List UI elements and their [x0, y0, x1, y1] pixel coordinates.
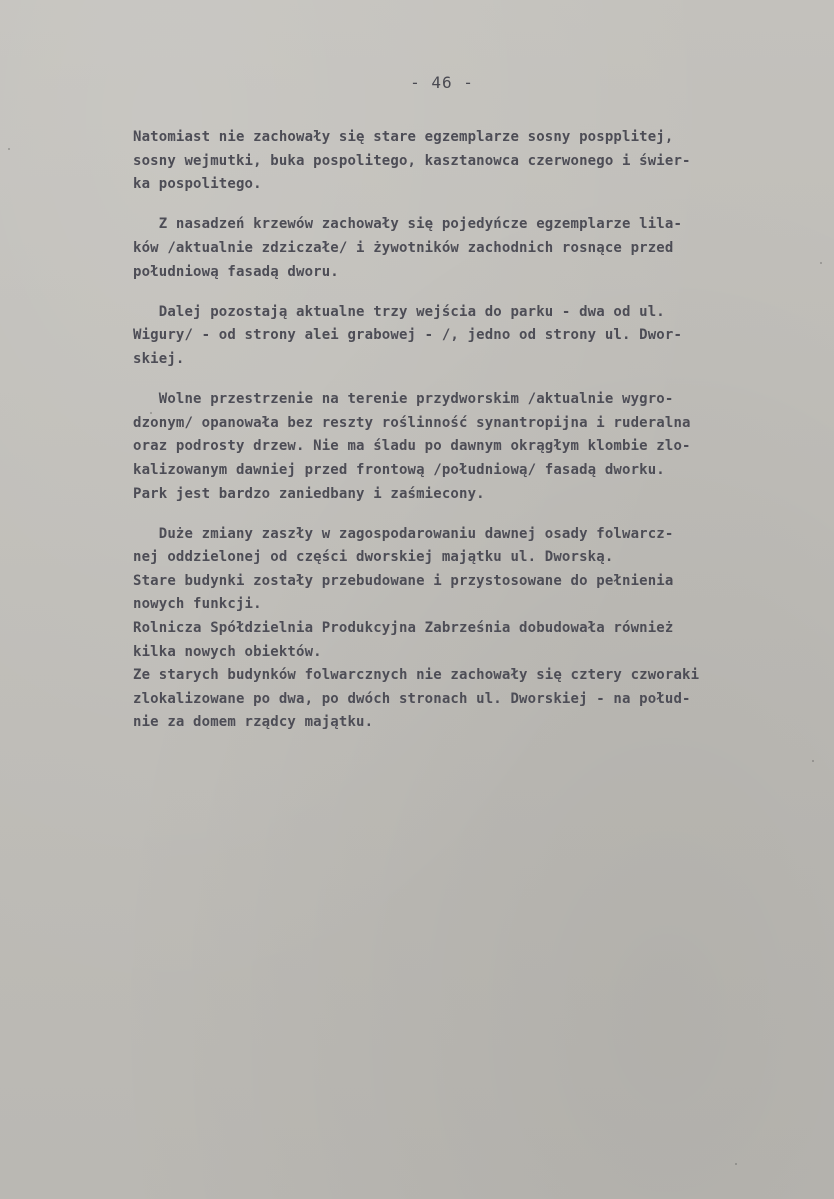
- text-line: nie za domem rządcy majątku.: [133, 714, 374, 731]
- paragraph: [133, 388, 823, 506]
- text-line: oraz podrosty drzew. Nie ma śladu po dawnym okrągłym klombie zlo-: [133, 438, 691, 455]
- paragraph: [133, 301, 823, 372]
- text-line: Stare budynki zostały przebudowane i przystosowane do pełnienia: [133, 572, 674, 589]
- text-line: zlokalizowane po dwa, po dwóch stronach ul. Dworskiej - na połud-: [133, 690, 691, 707]
- text-line: dzonym/ opanowała bez reszty roślinność synantropijna i ruderalna: [133, 414, 691, 431]
- text-line: Duże zmiany zaszły w zagospodarowaniu dawnej osady folwarcz-: [133, 525, 674, 542]
- text-line: Dalej pozostają aktualne trzy wejścia do parku - dwa od ul.: [133, 303, 665, 320]
- text-line: Wolne przestrzenie na terenie przydworskim /aktualnie wygro-: [133, 391, 674, 408]
- text-line: ków /aktualnie zdziczałe/ i żywotników zachodnich rosnące przed: [133, 239, 674, 256]
- text-line: Park jest bardzo zaniedbany i zaśmiecony.: [133, 485, 485, 502]
- text-line: kilka nowych obiektów.: [133, 643, 322, 660]
- paper-speck: [812, 760, 814, 762]
- text-line: Natomiast nie zachowały się stare egzemplarze sosny pospplitej,: [133, 129, 674, 145]
- text-line: nej oddzielonej od części dworskiej majątku ul. Dworską.: [133, 549, 614, 566]
- text-line: Rolnicza Spółdzielnia Produkcyjna Zabrześnia dobudowała również: [133, 620, 674, 637]
- text-line: kalizowanym dawniej przed frontową /południową/ fasadą dworku.: [133, 461, 665, 478]
- text-line: Wigury/ - od strony alei grabowej - /, jedno od strony ul. Dwor-: [133, 327, 683, 344]
- paragraph: [133, 213, 823, 284]
- text-line: Z nasadzeń krzewów zachowały się pojedyńcze egzemplarze lila-: [133, 216, 683, 233]
- paragraph: [133, 523, 823, 735]
- text-line: południową fasadą dworu.: [133, 263, 339, 280]
- page-number: - 46 -: [410, 73, 474, 92]
- paper-speck: [8, 148, 10, 150]
- text-line: sosny wejmutki, buka pospolitego, kasztanowca czerwonego i świer-: [133, 152, 691, 169]
- text-line: skiej.: [133, 350, 185, 367]
- document-body: [133, 126, 823, 752]
- text-line: nowych funkcji.: [133, 596, 262, 613]
- paragraph: [133, 126, 823, 197]
- paper-speck: [735, 1163, 737, 1165]
- text-line: Ze starych budynków folwarcznych nie zachowały się cztery czworaki: [133, 667, 700, 684]
- text-line: ka pospolitego.: [133, 176, 262, 193]
